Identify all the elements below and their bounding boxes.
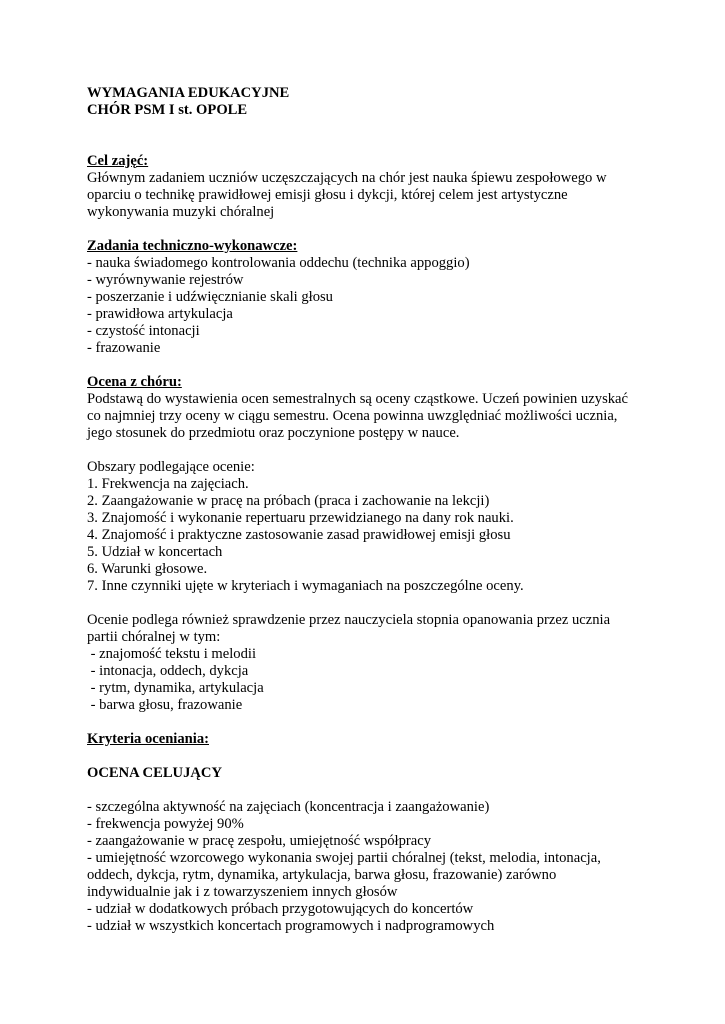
list-item: - poszerzanie i udźwięcznianie skali głosu — [87, 289, 333, 305]
list-item: - barwa głosu, frazowanie — [87, 697, 243, 713]
numbered-item: 3. Znajomość i wykonanie repertuaru przewidzianego na dany rok nauki. — [87, 510, 514, 526]
list-item: - zaangażowanie w pracę zespołu, umiejętność współpracy — [87, 833, 432, 849]
list-item: - nauka świadomego kontrolowania oddechu (technika appoggio) — [87, 255, 470, 271]
list-item: - intonacja, oddech, dykcja — [87, 663, 249, 679]
paragraph-line: Obszary podlegające ocenie: — [87, 459, 255, 475]
list-item: - frazowanie — [87, 340, 161, 356]
numbered-item: 7. Inne czynniki ujęte w kryteriach i wymaganiach na poszczególne oceny. — [87, 578, 524, 594]
list-item: - czystość intonacji — [87, 323, 200, 339]
section-heading-celujacy: OCENA CELUJĄCY — [87, 765, 223, 781]
list-item: - szczególna aktywność na zajęciach (koncentracja i zaangażowanie) — [87, 799, 490, 815]
list-item: - frekwencja powyżej 90% — [87, 816, 244, 832]
section-cel — [87, 153, 647, 221]
numbered-item: 4. Znajomość i praktyczne zastosowanie zasad prawidłowej emisji głosu — [87, 527, 511, 543]
numbered-item: 6. Warunki głosowe. — [87, 561, 208, 577]
paragraph-line: wykonywania muzyki chóralnej — [87, 204, 275, 220]
section-ocena — [87, 374, 647, 442]
numbered-item: 5. Udział w koncertach — [87, 544, 223, 560]
list-item: - znajomość tekstu i melodii — [87, 646, 257, 662]
paragraph-line: oparciu o technikę prawidłowej emisji głosu i dykcji, której celem jest artystyczne — [87, 187, 568, 203]
document-title-line-2: CHÓR PSM I st. OPOLE — [87, 102, 248, 118]
document-title-line-1: WYMAGANIA EDUKACYJNE — [87, 85, 290, 101]
paragraph-line: Podstawą do wystawienia ocen semestralnych są oceny cząstkowe. Uczeń powinien uzyskać — [87, 391, 629, 407]
section-heading-zadania: Zadania techniczno-wykonawcze: — [87, 238, 298, 254]
section-sprawdzenie — [87, 612, 647, 714]
document-page — [87, 85, 647, 935]
list-item: - umiejętność wzorcowego wykonania swojej partii chóralnej (tekst, melodia, intonacja, — [87, 850, 601, 866]
paragraph-line: Głównym zadaniem uczniów uczęszczających na chór jest nauka śpiewu zespołowego w — [87, 170, 607, 186]
paragraph-line: Ocenie podlega również sprawdzenie przez nauczyciela stopnia opanowania przez ucznia — [87, 612, 611, 628]
section-obszary — [87, 459, 647, 595]
paragraph-line: partii chóralnej w tym: — [87, 629, 221, 645]
numbered-item: 1. Frekwencja na zajęciach. — [87, 476, 249, 492]
list-item: - prawidłowa artykulacja — [87, 306, 233, 322]
section-heading-cel: Cel zajęć: — [87, 153, 149, 169]
list-item: oddech, dykcja, rytm, dynamika, artykulacja, barwa głosu, frazowanie) zarówno — [87, 867, 557, 883]
section-heading-ocena: Ocena z chóru: — [87, 374, 182, 390]
paragraph-line: jego stosunek do przedmiotu oraz poczynione postępy w nauce. — [87, 425, 460, 441]
section-celujacy — [87, 765, 647, 935]
paragraph-line: co najmniej trzy oceny w ciągu semestru. Ocena powinna uwzględniać możliwości ucznia, — [87, 408, 618, 424]
list-item: - rytm, dynamika, artykulacja — [87, 680, 264, 696]
numbered-item: 2. Zaangażowanie w pracę na próbach (praca i zachowanie na lekcji) — [87, 493, 490, 509]
list-item: - udział w wszystkich koncertach programowych i nadprogramowych — [87, 918, 495, 934]
list-item: - wyrównywanie rejestrów — [87, 272, 244, 288]
section-heading-kryteria: Kryteria oceniania: — [87, 731, 209, 747]
list-item: - udział w dodatkowych próbach przygotowujących do koncertów — [87, 901, 474, 917]
section-zadania — [87, 238, 647, 357]
list-item: indywidualnie jak i z towarzyszeniem innych głosów — [87, 884, 398, 900]
